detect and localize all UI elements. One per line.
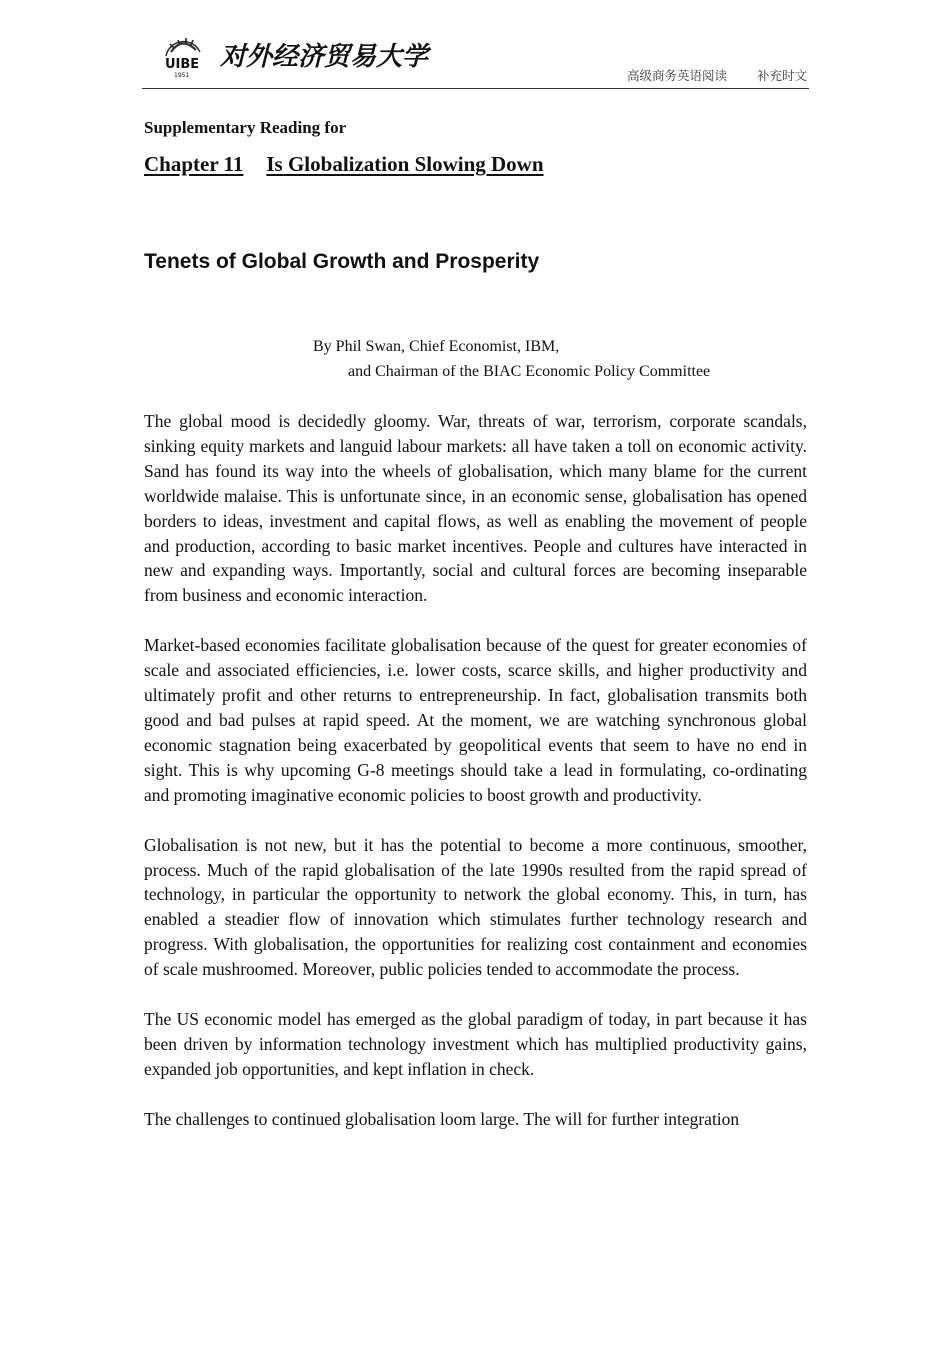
paragraph: Market-based economies facilitate globalisation because of the quest for greater economies of scale and associated efficiencies, i.e. lower costs, scarce skills, and higher productivity and ultimately profit and other returns to entrepreneurship. In fact, globalisation transmits both good and bad pulses at rapid speed. At the moment, we are watching synchronous global economic stagnation being exacerbated by geopolitical events that seem to have no end in sight. This is why upcoming G-8 meetings should take a lead in formulating, co-ordinating and promoting imaginative economic policies to boost growth and productivity. bbox=[144, 635, 807, 805]
article-body bbox=[144, 409, 807, 1132]
article-title: Tenets of Global Growth and Prosperity bbox=[144, 250, 540, 273]
paragraph: The global mood is decidedly gloomy. War, threats of war, terrorism, corporate scandals, sinking equity markets and languid labour markets: all have taken a toll on economic activity. Sand has found its way into the wheels of globalisation, which many blame for the current worldwide malaise. This is unfortunate since, in an economic sense, globalisation has opened borders to ideas, investment and capital flows, as well as enabling the movement of people and production, according to basic market incentives. People and cultures have interacted in new and expanding ways. Importantly, social and cultural forces are becoming inseparable from business and economic interaction. bbox=[144, 411, 807, 606]
paragraph: The US economic model has emerged as the global paradigm of today, in part because it has been driven by information technology investment which has multiplied productivity gains, expanded job opportunities, and kept inflation in check. bbox=[144, 1009, 807, 1079]
logo-year: 1951 bbox=[174, 72, 190, 79]
section-name: 补充时文 bbox=[756, 68, 807, 83]
chapter-title: Is Globalization Slowing Down bbox=[266, 152, 544, 176]
header-course-info bbox=[627, 66, 807, 84]
paragraph: Globalisation is not new, but it has the potential to become a more continuous, smoother, process. Much of the rapid globalisation of the late 1990s resulted from the rapid spread of technology, in particular the opportunity to network the global economy. This, in turn, has enabled a steadier flow of innovation which stimulates further technology research and progress. With globalisation, the opportunities for realizing cost containment and economies of scale mushroomed. Moreover, public policies tended to accommodate the process. bbox=[144, 834, 807, 980]
byline-line-1: By Phil Swan, Chief Economist, IBM, bbox=[313, 338, 560, 355]
course-name: 高级商务英语阅读 bbox=[626, 68, 727, 83]
page-header bbox=[142, 28, 809, 89]
supplementary-label: Supplementary Reading for bbox=[144, 118, 347, 137]
paragraph: The challenges to continued globalisation loom large. The will for further integration bbox=[144, 1108, 740, 1129]
logo-text: UIBE bbox=[165, 57, 200, 72]
university-name: 对外经济贸易大学 bbox=[220, 42, 429, 72]
chapter-label: Chapter 11 bbox=[144, 152, 244, 176]
byline-line-2: and Chairman of the BIAC Economic Policy Committee bbox=[348, 363, 711, 380]
chapter-heading bbox=[144, 152, 544, 177]
university-logo bbox=[162, 32, 429, 79]
